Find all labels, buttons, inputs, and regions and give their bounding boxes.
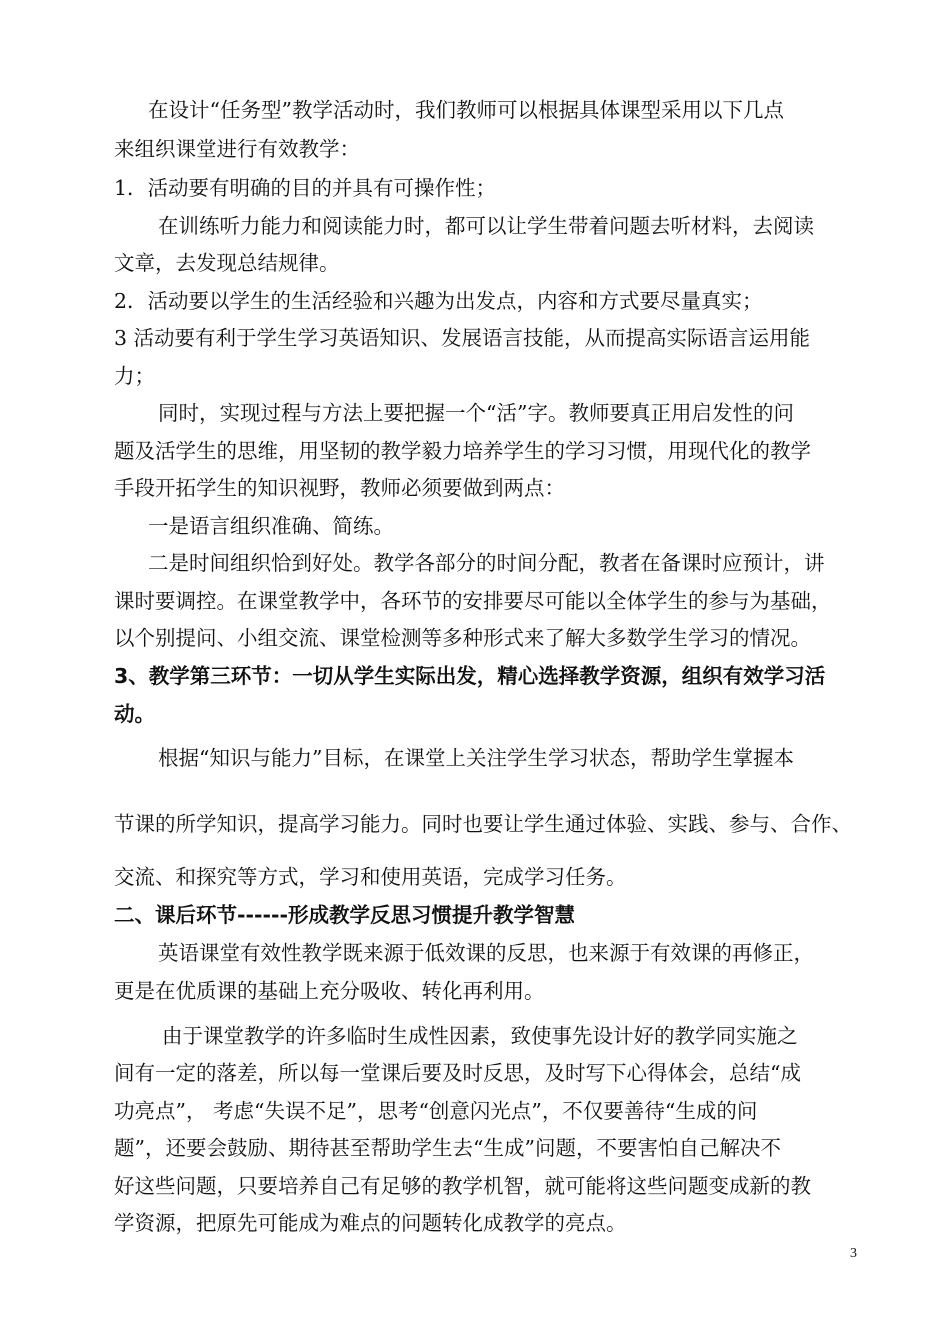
section-heading: 3、教学第三环节：一切从学生实际出发，精心选择教学资源，组织有效学习活 [114, 664, 826, 688]
paragraph-line: 交流、和探究等方式，学习和使用英语，完成学习任务。 [114, 865, 627, 889]
paragraph-line: 同时，实现过程与方法上要把握一个“活”字。教师要真正用启发性的问 [158, 401, 794, 425]
paragraph-line: 一是语言组织准确、简练。 [148, 514, 394, 538]
page-number: 3 [850, 1246, 857, 1261]
paragraph-line: 题及活学生的思维，用坚韧的教学毅力培养学生的学习习惯，用现代化的教学 [114, 439, 811, 463]
paragraph-line: 二是时间组织恰到好处。教学各部分的时间分配，教者在备课时应预计，讲 [148, 551, 825, 575]
paragraph-line: 功亮点”， 考虑“失误不足”，思考“创意闪光点”，不仅要善待“生成的问 [114, 1099, 758, 1123]
paragraph-line: 文章，去发现总结规律。 [114, 251, 340, 275]
paragraph-line: 节课的所学知识，提高学习能力。同时也要让学生通过体验、实践、参与、合作、 [114, 812, 852, 836]
paragraph-line: 更是在优质课的基础上充分吸收、转化再利用。 [114, 979, 545, 1003]
paragraph-line: 课时要调控。在课堂教学中，各环节的安排要尽可能以全体学生的参与为基础， [114, 589, 832, 613]
paragraph-line: 力； [114, 364, 155, 388]
section-heading: 二、课后环节------形成教学反思习惯提升教学智慧 [114, 903, 576, 927]
paragraph-line: 间有一定的落差，所以每一堂课后要及时反思，及时写下心得体会，总结“成 [114, 1061, 801, 1085]
paragraph-line: 学资源，把原先可能成为难点的问题转化成教学的亮点。 [114, 1211, 627, 1235]
paragraph-line: 手段开拓学生的知识视野，教师必须要做到两点： [114, 476, 565, 500]
paragraph-line: 由于课堂教学的许多临时生成性因素，致使事先设计好的教学同实施之 [162, 1024, 798, 1048]
list-item: 1．活动要有明确的目的并具有可操作性； [114, 176, 497, 200]
paragraph-line: 英语课堂有效性教学既来源于低效课的反思，也来源于有效课的再修正， [158, 941, 814, 965]
section-heading: 动。 [114, 702, 155, 726]
paragraph-line: 好这些问题，只要培养自己有足够的教学机智，就可能将这些问题变成新的教 [114, 1174, 811, 1198]
paragraph-line: 在设计“任务型”教学活动时，我们教师可以根据具体课型采用以下几点 [148, 98, 784, 122]
paragraph-line: 在训练听力能力和阅读能力时，都可以让学生带着问题去听材料，去阅读 [158, 214, 814, 238]
paragraph-line: 根据“知识与能力”目标，在课堂上关注学生学习状态，帮助学生掌握本 [158, 746, 794, 770]
list-item: 2．活动要以学生的生活经验和兴趣为出发点，内容和方式要尽量真实； [114, 289, 763, 313]
paragraph-line: 以个别提问、小组交流、课堂检测等多种形式来了解大多数学生学习的情况。 [114, 626, 811, 650]
list-item: 3 活动要有利于学生学习英语知识、发展语言技能，从而提高实际语言运用能 [114, 326, 811, 350]
paragraph-line: 题”，还要会鼓励、期待甚至帮助学生去“生成”问题，不要害怕自己解决不 [114, 1136, 781, 1160]
paragraph-line: 来组织课堂进行有效教学： [114, 137, 360, 161]
